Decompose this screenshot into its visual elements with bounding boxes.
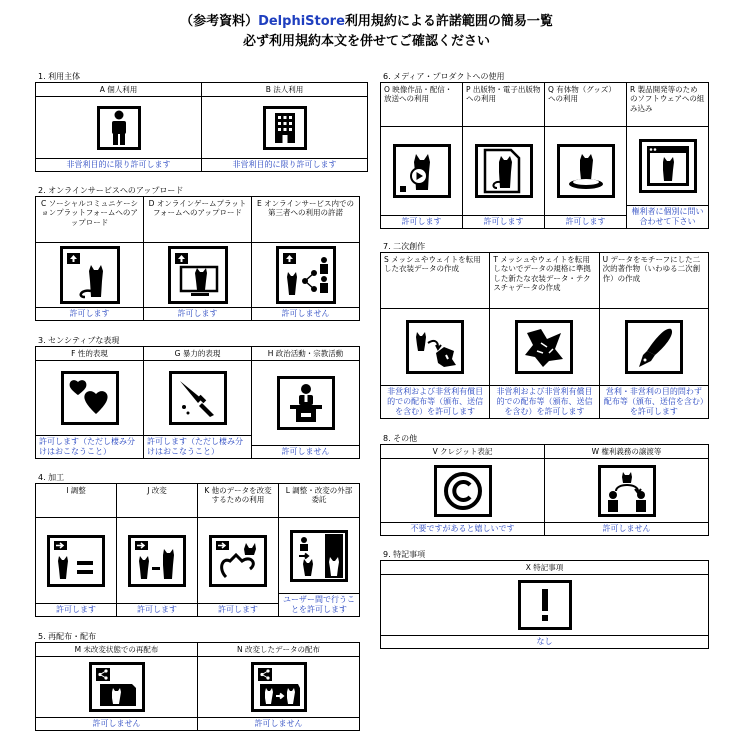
item-answer: 許可しません (281, 447, 330, 456)
redistribute-icon (89, 662, 145, 712)
item-answer: 許可します (177, 309, 218, 318)
distribute-modified-icon (251, 662, 307, 712)
cloth-icon (515, 320, 573, 374)
item-l (279, 484, 359, 616)
item-answer: 許可します (218, 605, 258, 614)
brand-name: DelphiStore (258, 14, 345, 29)
item-g (144, 347, 251, 458)
item-answer: 非営利目的に限り許可します (232, 160, 337, 169)
section-2-table (35, 196, 360, 321)
video-icon (393, 144, 451, 198)
section-8-table (380, 444, 709, 536)
item-answer: 許可しません (92, 719, 141, 728)
section-title-8: 8. その他 (383, 434, 418, 443)
item-label: D オンラインゲームプラットフォームへのアップロード (144, 197, 251, 243)
item-u (600, 253, 708, 418)
publication-icon (475, 144, 533, 198)
section-title-7: 7. 二次創作 (383, 242, 426, 251)
item-m (36, 643, 197, 730)
goods-icon (557, 144, 615, 198)
section-1-table (35, 82, 368, 172)
item-answer: なし (536, 637, 553, 646)
item-e (252, 197, 359, 320)
item-label: I 調整 (36, 484, 116, 518)
outfit-transfer-icon (406, 320, 464, 374)
section-title-3: 3. センシティブな表現 (38, 336, 120, 345)
page-subtitle: 必ず利用規約本文を併せてご確認ください (242, 34, 490, 49)
adjust-icon (47, 535, 105, 587)
podium-icon (277, 376, 335, 430)
exclamation-icon (518, 580, 572, 630)
item-label: F 性的表現 (36, 347, 143, 361)
item-answer: 許可します (483, 217, 524, 226)
item-t (490, 253, 598, 418)
building-icon (263, 106, 307, 150)
item-answer: 許可します (69, 309, 110, 318)
item-answer: 許可しません (281, 309, 330, 318)
modify-icon (128, 535, 186, 587)
upload-cat-icon (60, 246, 120, 304)
item-label: Q 有体物（グッズ）への利用 (545, 83, 626, 127)
pen-icon (625, 320, 683, 374)
section-5-table (35, 642, 360, 731)
item-answer: 非営利および非営利有償目的での配布等（頒布、送信を含む）を許可します (496, 387, 593, 416)
section-3-table (35, 346, 360, 459)
item-b (202, 83, 367, 171)
item-label: L 調整・改変の外部委託 (279, 484, 359, 518)
item-label: X 特記事項 (381, 561, 708, 575)
item-h (252, 347, 359, 458)
item-label: R 製品開発等のためのソフトウェアへの組み込み (627, 83, 708, 127)
item-f (36, 347, 143, 458)
item-label: K 他のデータを改変するための利用 (198, 484, 278, 518)
item-label: O 映像作品・配信・放送への利用 (381, 83, 462, 127)
section-title-9: 9. 特記事項 (383, 550, 426, 559)
item-answer: 許可します (401, 217, 442, 226)
item-answer: ユーザー間で行うことを許可します (283, 595, 355, 614)
item-answer: 許可しません (254, 719, 303, 728)
knife-icon (169, 371, 227, 425)
item-a (36, 83, 201, 171)
item-label: T メッシュやウェイトを転用しないでデータの規格に準拠した新たな衣装データ・テクスチャデータの作成 (490, 253, 598, 309)
item-answer: 不要ですがあると嬉しいです (410, 524, 515, 533)
item-label: E オンラインサービス内での第三者への利用の許諾 (252, 197, 359, 243)
item-label: S メッシュやウェイトを転用した衣装データの作成 (381, 253, 489, 309)
item-answer: 非営利目的に限り許可します (66, 160, 171, 169)
item-label: A 個人利用 (36, 83, 201, 97)
item-label: G 暴力的表現 (144, 347, 251, 361)
person-icon (97, 106, 141, 150)
share-third-party-icon (276, 246, 336, 304)
section-title-4: 4. 加工 (38, 473, 65, 482)
item-label: M 未改変状態での再配布 (36, 643, 197, 657)
item-label: H 政治活動・宗教活動 (252, 347, 359, 361)
item-d (144, 197, 251, 320)
section-6-table (380, 82, 709, 229)
item-answer: 許可します (565, 217, 606, 226)
item-o (381, 83, 462, 228)
section-4-table (35, 483, 360, 617)
item-label: U データをモチーフにした二次的著作物（いわゆる二次創作）の作成 (600, 253, 708, 309)
software-icon (639, 139, 697, 193)
item-answer: 非営利および非営利有償目的での配布等（頒布、送信を含む）を許可します (387, 387, 484, 416)
item-c (36, 197, 143, 320)
section-7-table (380, 252, 709, 419)
section-title-2: 2. オンラインサービスへのアップロード (38, 186, 184, 195)
title-suffix: 利用規約による許諾範囲の簡易一覧 (344, 14, 553, 29)
item-i (36, 484, 116, 616)
item-q (545, 83, 626, 228)
section-title-6: 6. メディア・プロダクトへの使用 (383, 72, 505, 81)
item-label: J 改変 (117, 484, 197, 518)
item-n (198, 643, 359, 730)
transfer-rights-icon (598, 465, 656, 517)
copyright-icon (434, 465, 492, 517)
item-answer: 営利・非営利の目的問わず配布等（頒布、送信を含む）を許可します (603, 387, 704, 416)
item-w (545, 445, 708, 535)
item-answer: 許可します（ただし棲み分けはおこなうこと） (39, 437, 135, 456)
item-k (198, 484, 278, 616)
page-title (0, 10, 733, 29)
item-answer: 許可します (137, 605, 177, 614)
item-answer: 許可します (56, 605, 96, 614)
item-label: P 出版物・電子出版物への利用 (463, 83, 544, 127)
title-prefix: （参考資料） (180, 14, 259, 29)
item-answer: 許可します（ただし棲み分けはおこなうこと） (147, 437, 243, 456)
item-p (463, 83, 544, 228)
hearts-icon (61, 371, 119, 425)
outsource-icon (290, 530, 348, 582)
section-9-table (380, 560, 709, 649)
item-v (381, 445, 544, 535)
section-title-5: 5. 再配布・配布 (38, 632, 97, 641)
upload-monitor-icon (168, 246, 228, 304)
item-label: B 法人利用 (202, 83, 367, 97)
item-s (381, 253, 489, 418)
reuse-data-icon (209, 535, 267, 587)
item-x (381, 561, 708, 648)
section-title-1: 1. 利用主体 (38, 72, 81, 81)
item-j (117, 484, 197, 616)
item-r (627, 83, 708, 228)
item-answer: 権利者に個別に問い合わせて下さい (631, 207, 704, 226)
item-label: N 改変したデータの配布 (198, 643, 359, 657)
item-answer: 許可しません (602, 524, 651, 533)
item-label: W 権利義務の譲渡等 (545, 445, 708, 459)
item-label: C ソーシャルコミュニケーションプラットフォームへのアップロード (36, 197, 143, 243)
item-label: V クレジット表記 (381, 445, 544, 459)
